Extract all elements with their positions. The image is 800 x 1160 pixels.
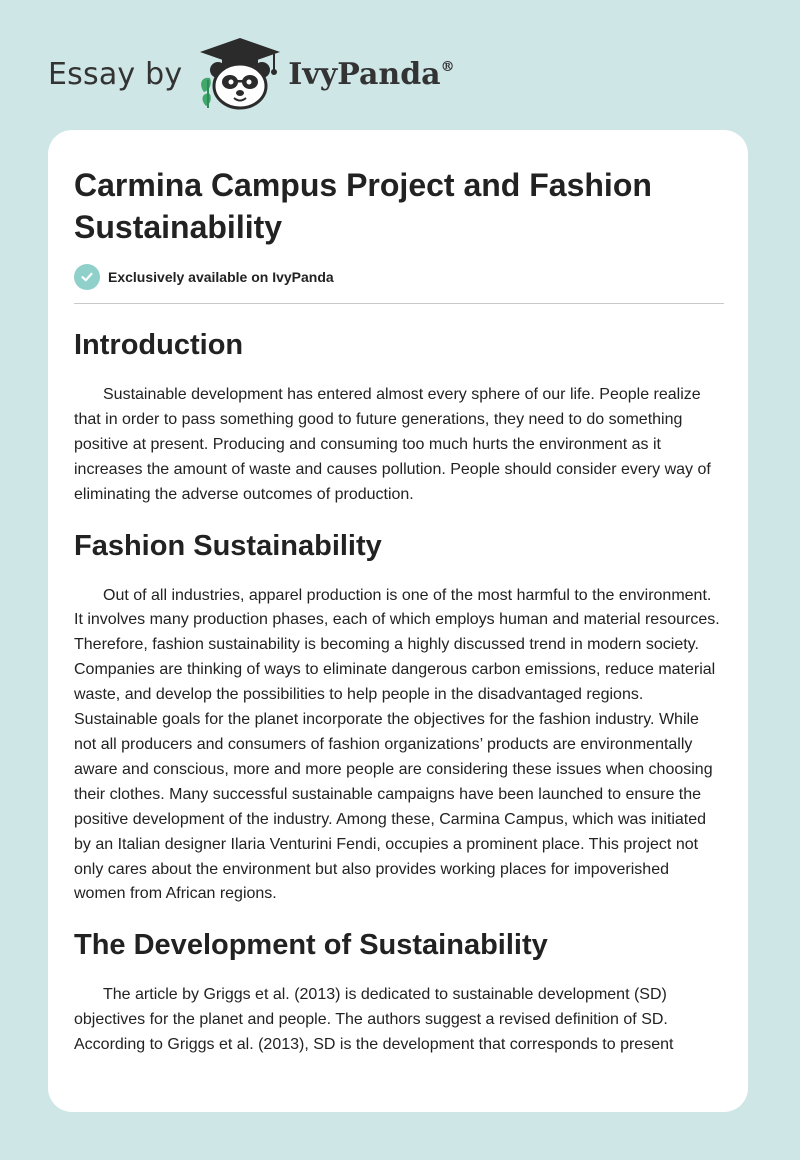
essay-by-label: Essay by: [48, 56, 183, 92]
panda-graduate-icon[interactable]: [196, 36, 284, 112]
section-paragraph-introduction: Sustainable development has entered almost every sphere of our life. People realize that in order to pass something good to future generations, they need to do something positive at present. Producing and consuming too much hurts the environment as it increases the amount of waste and causes pollution. People should consider every way of eliminating the adverse outcomes of production.: [74, 386, 711, 503]
section-paragraph-fashion-sustainability: Out of all industries, apparel production is one of the most harmful to the environment. It involves many production phases, each of which employs human and material resources. Therefore, fashion sustainability is becoming a highly discussed trend in modern society. Companies are thinking of ways to eliminate dangerous carbon emissions, reduce material waste, and develop the possibilities to help people in the disadvantaged regions. Sustainable goals for the planet incorporate the objectives for the fashion industry. While not all producers and consumers of fashion organizations’ products are environmentally aware and conscious, more and more people are considering these issues when choosing their clothes. Many successful sustainable campaigns have been launched to ensure the positive development of the industry. Among these, Carmina Campus, which was initiated by an Italian designer Ilaria Venturini Fendi, occupies a prominent place. This project not only cares about the environment but also provides working places for impoverished women from African regions.: [74, 586, 720, 903]
checkmark-icon: [74, 264, 100, 290]
section-heading-development: The Development of Sustainability: [74, 929, 548, 962]
section-heading-fashion-sustainability: Fashion Sustainability: [74, 529, 382, 562]
divider: [74, 303, 724, 304]
essay-content: [74, 164, 724, 1058]
page-title: Carmina Campus Project and Fashion Sustainability: [74, 167, 652, 245]
site-header: [48, 36, 455, 112]
section-paragraph-development: The article by Griggs et al. (2013) is dedicated to sustainable development (SD) objectives for the planet and people. The authors suggest a revised definition of SD. According to Griggs et al. (2013), SD is the development that corresponds to present: [74, 986, 674, 1054]
essay-card: [48, 130, 748, 1112]
badge-label: Exclusively available on IvyPanda: [108, 269, 334, 285]
brand-name[interactable]: IvyPanda®: [288, 56, 455, 92]
exclusive-badge: [74, 264, 724, 290]
section-heading-introduction: Introduction: [74, 329, 244, 361]
